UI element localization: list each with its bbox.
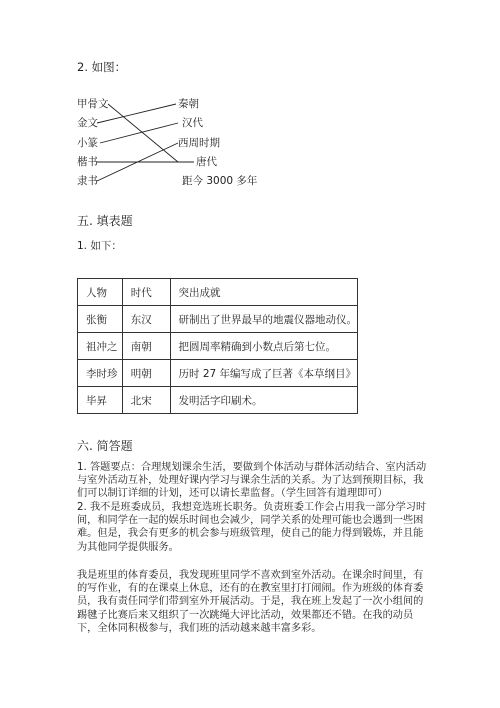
table-cell: 研制出了世界最早的地震仪器地动仪。	[170, 306, 358, 333]
answer-1-paragraph	[77, 461, 426, 501]
answer-line: 我是班里的体育委员，我发现班里同学不喜欢到室外活动。在课余时间里，有	[77, 570, 424, 581]
matching-right-item: 汉代	[182, 117, 203, 129]
table-cell: 东汉	[122, 306, 170, 333]
table-header-cell: 突出成就	[170, 279, 358, 306]
answer-line: 1. 答题要点：合理规划课余生活，要做到个体活动与群体活动结合、室内活动	[77, 462, 427, 473]
table-cell: 发明活字印刷术。	[170, 387, 358, 414]
table-header-cell: 时代	[122, 279, 170, 306]
section-6-title: 六. 简答题	[77, 439, 133, 453]
table-cell: 张衡	[78, 306, 123, 333]
matching-right-item: 西周时期	[178, 137, 220, 149]
answer-line: 踢毽子比赛后来又组织了一次跳绳大评比活动，效果都还不错。在我的动员	[77, 609, 414, 621]
table-row	[78, 333, 358, 360]
table-cell: 南朝	[122, 333, 170, 360]
matching-left-item: 隶书	[77, 175, 98, 187]
table-cell: 北宋	[122, 387, 170, 414]
matching-left-item: 楷书	[77, 156, 98, 168]
table-cell: 把圆周率精确到小数点后第七位。	[170, 333, 358, 360]
match-line	[97, 104, 176, 123]
table-row	[78, 306, 358, 333]
matching-left-item: 甲骨文	[77, 98, 109, 110]
match-line	[100, 123, 178, 143]
question-1-label: 1. 如下：	[77, 240, 122, 252]
matching-right-item: 距今 3000 多年	[182, 175, 258, 187]
section-5-title: 五. 填表题	[77, 214, 133, 228]
matching-left-item: 金文	[77, 117, 98, 129]
table-cell: 李时珍	[78, 360, 123, 387]
answer-line: 为其他同学提供服务。	[77, 541, 179, 553]
answer-line: 2. 我不是班委成员，我想竞选班长职务。负责班委工作会占用我一部分学习时	[77, 502, 427, 513]
table-header-row	[78, 279, 358, 306]
answer-line: 们可以制订详细的计划，还可以请长辈监督。（学生回答有道理即可）	[77, 488, 388, 500]
table-row	[78, 387, 358, 414]
answer-line: 员，我有责任同学们带到室外开展活动。于是，我在班上发起了一次小组间的	[77, 596, 424, 608]
matching-right-item: 唐代	[196, 156, 217, 168]
table-cell: 祖冲之	[78, 333, 123, 360]
answer-3-paragraph	[77, 569, 423, 635]
question-2-label: 2. 如图：	[77, 60, 127, 74]
match-line	[108, 104, 178, 162]
table-row	[78, 360, 358, 387]
answer-line: 间，和同学在一起的娱乐时间也会减少，同学关系的处理可能也会遇到一些困	[77, 515, 424, 527]
achievements-table	[77, 278, 358, 414]
answer-line: 下，全体同积极参与，我们班的活动越来越丰富多彩。	[77, 622, 322, 634]
answer-line: 的写作业，有的在课桌上休息，还有的在教室里打打闹闹。作为班级的体育委	[77, 583, 424, 595]
table-cell: 毕昇	[78, 387, 123, 414]
matching-left-item: 小篆	[77, 137, 98, 149]
table-cell: 明朝	[122, 360, 170, 387]
table-header-cell: 人物	[78, 279, 123, 306]
answer-line: 与室外活动互补，处理好课内学习与课余生活的关系。为了达到预期目标，我	[77, 475, 424, 487]
matching-right-item: 秦朝	[178, 98, 199, 110]
table-cell: 历时 27 年编写成了巨著《本草纲目》	[170, 360, 358, 387]
answer-2-paragraph	[77, 501, 426, 554]
answer-line: 难。但是，我会有更多的机会参与班级管理，使自己的能力得到锻炼，并且能	[77, 528, 424, 540]
